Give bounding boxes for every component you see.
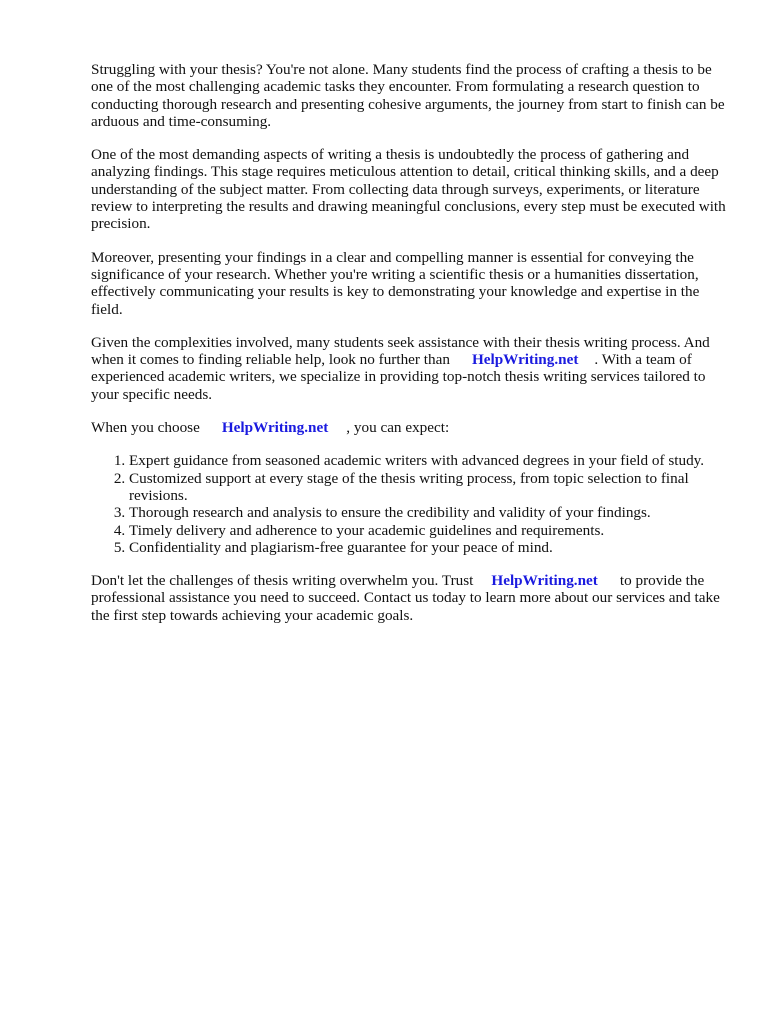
findings-paragraph: One of the most demanding aspects of writing a thesis is undoubtedly the process of gathering and analyzing findings. This stage requires meticulous attention to detail, critical thinking skills, and a deep understanding of the subject matter. From collecting data through surveys, experiments, or literature review to interpreting the results and drawing meaningful conclusions, every step must be executed with precision. <box>91 146 726 233</box>
expectations-text-before: When you choose <box>91 419 200 437</box>
helpwriting-link[interactable]: HelpWriting.net <box>221 419 329 437</box>
expectations-intro <box>91 419 731 436</box>
closing-text-after: to provide the professional assistance you need to succeed. Contact us today to learn more about our services and take the first step towards achieving your academic goals. <box>91 572 720 624</box>
closing-text-before: Don't let the challenges of thesis writing overwhelm you. Trust <box>91 572 474 590</box>
helpwriting-link[interactable]: HelpWriting.net <box>471 351 579 369</box>
assistance-paragraph <box>91 334 731 403</box>
closing-paragraph <box>91 572 731 624</box>
list-item: 5. Confidentiality and plagiarism-free guarantee for your peace of mind. <box>129 539 731 556</box>
expectations-text-after: , you can expect: <box>346 419 450 437</box>
assistance-text-after: . With a team of experienced academic writers, we specialize in providing top-notch thesis writing services tailored to your specific needs. <box>91 351 706 403</box>
benefits-list <box>91 452 731 556</box>
document-body <box>91 61 731 640</box>
intro-paragraph: Struggling with your thesis? You're not alone. Many students find the process of crafting a thesis to be one of the most challenging academic tasks they encounter. From formulating a research question to conducting thorough research and presenting cohesive arguments, the journey from start to finish can be arduous and time-consuming. <box>91 61 725 130</box>
helpwriting-link[interactable]: HelpWriting.net <box>491 572 598 590</box>
list-item: 1. Expert guidance from seasoned academic writers with advanced degrees in your field of study. <box>129 452 731 469</box>
list-item: 4. Timely delivery and adherence to your academic guidelines and requirements. <box>129 522 731 539</box>
list-item: 3. Thorough research and analysis to ensure the credibility and validity of your findings. <box>129 504 731 521</box>
list-item: 2. Customized support at every stage of the thesis writing process, from topic selection to final revisions. <box>129 470 731 505</box>
presentation-paragraph: Moreover, presenting your findings in a clear and compelling manner is essential for conveying the significance of your research. Whether you're writing a scientific thesis or a humanities dissertation, effectively communicating your results is key to demonstrating your knowledge and expertise in the field. <box>91 248 700 318</box>
assistance-text-before: Given the complexities involved, many students seek assistance with their thesis writing process. And when it comes to finding reliable help, look no further than <box>91 333 710 369</box>
